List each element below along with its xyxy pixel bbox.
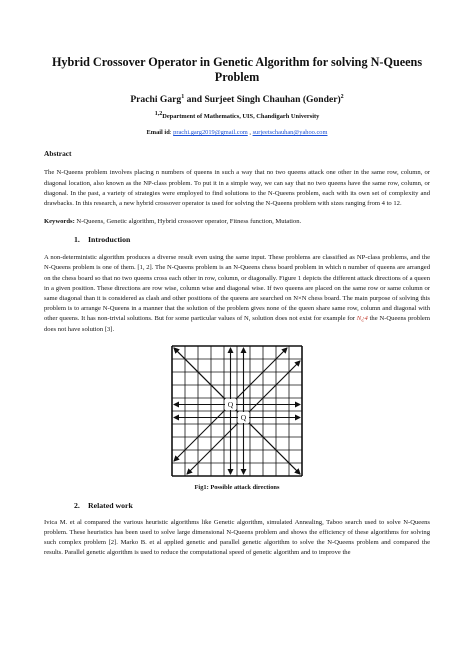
email-line: Email id: prachi.garg2019@gmail.com , surjeetschauhan@yahoo.com: [146, 129, 328, 137]
affiliation: $^{1,2}$Department of Mathematics, UIS, Chandigarh University: [154, 111, 320, 121]
abstract-text: The N-Queens problem involves placing n numbers of queens in such a way that no two queens attack one other in the same row, column, or diagonal location, also known as the NP-class problem. To put it in a simple way, we can say that no two queens have the same row, column, or diagonal. In the past, a variety of strategies were employed to find solutions to the N-Queens problem, each with its own set of complexity and drawbacks. In this research, a new hybrid crossover operator is used for solving the N-Queens problem with sizes ranging from 4 to 12.: [44, 169, 430, 207]
figure-attack-directions: [44, 343, 430, 479]
chessboard-diagram: [169, 343, 305, 479]
attack-arrow: [249, 422, 301, 474]
paper-title: Hybrid Crossover Operator in Genetic Algorithm for solving N-Queens Problem: [51, 55, 423, 84]
author-line: Prachi Garg$^1$ and Surjeet Singh Chauhan (Gonder)$^2$: [130, 94, 344, 106]
introduction-text: A non-deterministic algorithm produces a diverse result even using the same input. These problems are classified as NP-class problems, and the N-Queens problem is one of them. [1, 2]. The N-Queens problem is an N-Queens chess board problem in which n number of queens are arranged on the chess board so that no two queens cross each other in row, column, or diagonally. Figure 1 depicts the different attack directions of a queen in a given position. These directions are row wise, column wise and diagonal wise. If two queens are placed on the same row or same column or same diagonal than it is considered as clash and other positions of the queens are searched on N×N chess board. The main purpose of solving this problem is to arrange N-Queens in a manner that the solution of the problem gives none of the queen share same row, column and diagonal with other queens. It has non-trivial solutions. But for some particular values of N, solution does not exist for example for N¿4 the N-Queens problem does not have solution [3].: [44, 254, 430, 333]
keywords-line: Keywords: N-Queens, Genetic algorithm, Hybrid crossover operator, Fitness function, Mutation.: [44, 218, 302, 226]
related-work-text: Ivica M. et al compared the various heuristic algorithms like Genetic algorithm, simulated Annealing, Taboo search used to solve N-Queens problem. These heuristics has been used to solve large dimensional N-Queens problem and shows the efficiency of these algorithms for solving such complex problem [2]. Marko B. et al applied genetic and parallel genetic algorithm to solve the N-Queens problem and compared the results. Parallel genetic algorithm is used to reduce the computational speed of genetic algorithm and to improve the: [44, 518, 430, 557]
queen-label: Q: [240, 412, 247, 422]
section-heading-related-work: 2. Related work: [74, 500, 133, 510]
section-heading-introduction: 1. Introduction: [74, 235, 131, 245]
figure-caption: Fig1: Possible attack directions: [194, 483, 280, 491]
email-link-2[interactable]: surjeetschauhan@yahoo.com: [252, 129, 328, 137]
abstract-heading: Abstract: [44, 149, 72, 159]
queen-label: Q: [227, 399, 234, 409]
email-link-1[interactable]: prachi.garg2019@gmail.com: [173, 129, 248, 137]
